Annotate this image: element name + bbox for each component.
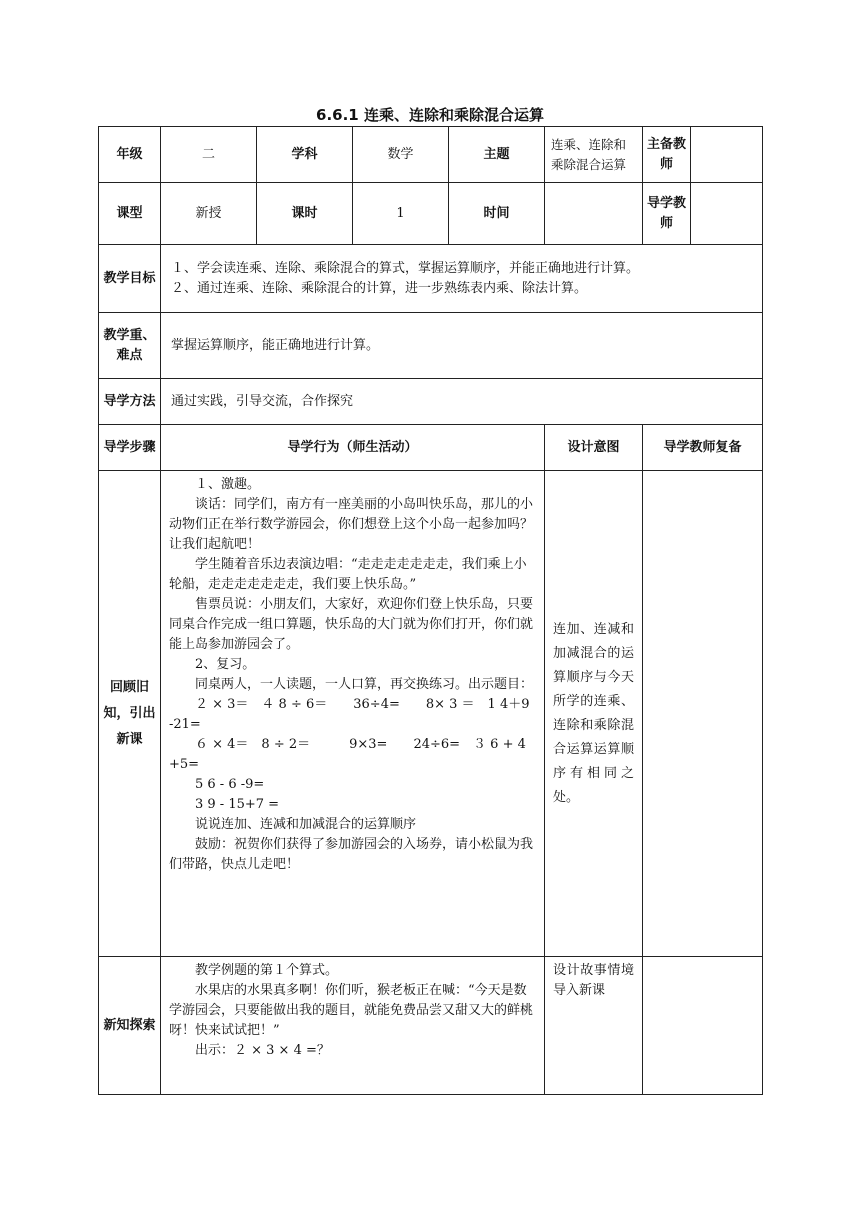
grade-value: 二 — [161, 127, 257, 183]
section-review-row — [99, 471, 763, 957]
section-new-label: 新知探索 — [99, 957, 161, 1095]
header-row-1 — [99, 127, 763, 183]
section-review-content — [161, 471, 545, 957]
paragraph: 2、复习。 — [195, 657, 256, 672]
section-new-teacher-prep — [643, 957, 763, 1095]
type-label: 课型 — [99, 183, 161, 245]
activity-header: 导学行为（师生活动） — [161, 425, 545, 471]
section-review-intent: 连加、连减和加减混合的运算顺序与今天所学的连乘、连除和乘除混合运算运算顺序有相同之处。 — [545, 471, 643, 957]
subject-label: 学科 — [257, 127, 353, 183]
guide-teacher-value — [691, 183, 763, 245]
exercise-line: ２ × 3＝ ４ 8 ÷ 6＝ 36÷4= 8× 3 ＝ 1 4＋9 -21= — [169, 697, 530, 732]
goal-item: ２、通过连乘、连除、乘除混合的计算，进一步熟练表内乘、除法计算。 — [171, 280, 588, 296]
exercise-line: ６ × 4＝ 8 ÷ 2＝ 9×3= 24÷6= ３ 6 + 4 +5= — [169, 737, 526, 772]
lead-teacher-value — [691, 127, 763, 183]
paragraph: 学生随着音乐边表演边唱：“走走走走走走走，我们乘上小轮船，走走走走走走走，我们要上快乐岛。” — [169, 557, 527, 592]
goals-row — [99, 245, 763, 313]
section-new-content — [161, 957, 545, 1095]
teacher-prep-header: 导学教师复备 — [643, 425, 763, 471]
goals-label: 教学目标 — [99, 245, 161, 313]
paragraph: 鼓励：祝贺你们获得了参加游园会的入场券，请小松鼠为我们带路，快点儿走吧！ — [169, 837, 534, 872]
key-points-content: 掌握运算顺序，能正确地进行计算。 — [161, 313, 763, 379]
paragraph: １、激趣。 — [195, 477, 261, 492]
period-value: 1 — [353, 183, 449, 245]
section-review-label: 回顾旧知，引出新课 — [99, 471, 161, 957]
steps-header-row — [99, 425, 763, 471]
subject-value: 数学 — [353, 127, 449, 183]
paragraph: 谈话：同学们，南方有一座美丽的小岛叫快乐岛，那儿的小动物们正在举行数学游园会，你们想登上这个小岛一起参加吗？让我们起航吧！ — [169, 497, 534, 552]
document-title: 6.6.1 连乘、连除和乘除混合运算 — [316, 106, 544, 124]
topic-value: 连乘、连除和乘除混合运算 — [545, 127, 643, 183]
section-new-intent: 设计故事情境导入新课 — [545, 957, 643, 1095]
method-row — [99, 379, 763, 425]
time-value — [545, 183, 643, 245]
exercise-line: 3 9 - 15+7 = — [195, 797, 280, 812]
lead-teacher-label: 主备教师 — [643, 127, 691, 183]
paragraph: 说说连加、连减和加减混合的运算顺序 — [195, 817, 417, 832]
topic-label: 主题 — [449, 127, 545, 183]
steps-label: 导学步骤 — [99, 425, 161, 471]
goal-item: １、学会读连乘、连除、乘除混合的算式，掌握运算顺序，并能正确地进行计算。 — [171, 260, 640, 276]
goals-content — [161, 245, 763, 313]
grade-label: 年级 — [99, 127, 161, 183]
period-label: 课时 — [257, 183, 353, 245]
time-label: 时间 — [449, 183, 545, 245]
header-row-2 — [99, 183, 763, 245]
paragraph: 售票员说：小朋友们，大家好，欢迎你们登上快乐岛，只要同桌合作完成一组口算题，快乐岛的大门就为你们打开，你们就能上岛参加游园会了。 — [169, 597, 534, 652]
exercise-line: 5 6 - 6 -9= — [195, 777, 265, 792]
method-label: 导学方法 — [99, 379, 161, 425]
lesson-plan-table — [98, 126, 763, 1095]
paragraph: 出示：２ × 3 × 4 =？ — [195, 1043, 330, 1058]
paragraph: 教学例题的第１个算式。 — [195, 963, 339, 978]
key-points-row — [99, 313, 763, 379]
paragraph: 同桌两人，一人读题，一人口算，再交换练习。出示题目： — [195, 677, 534, 692]
type-value: 新授 — [161, 183, 257, 245]
key-points-label: 教学重、难点 — [99, 313, 161, 379]
paragraph: 水果店的水果真多啊！你们听，猴老板正在喊：“今天是数学游园会，只要能做出我的题目，就能免费品尝又甜又大的鲜桃呀！快来试试把！” — [169, 983, 534, 1038]
section-new-row — [99, 957, 763, 1095]
method-content: 通过实践，引导交流，合作探究 — [161, 379, 763, 425]
intent-header: 设计意图 — [545, 425, 643, 471]
guide-teacher-label: 导学教师 — [643, 183, 691, 245]
section-review-teacher-prep — [643, 471, 763, 957]
